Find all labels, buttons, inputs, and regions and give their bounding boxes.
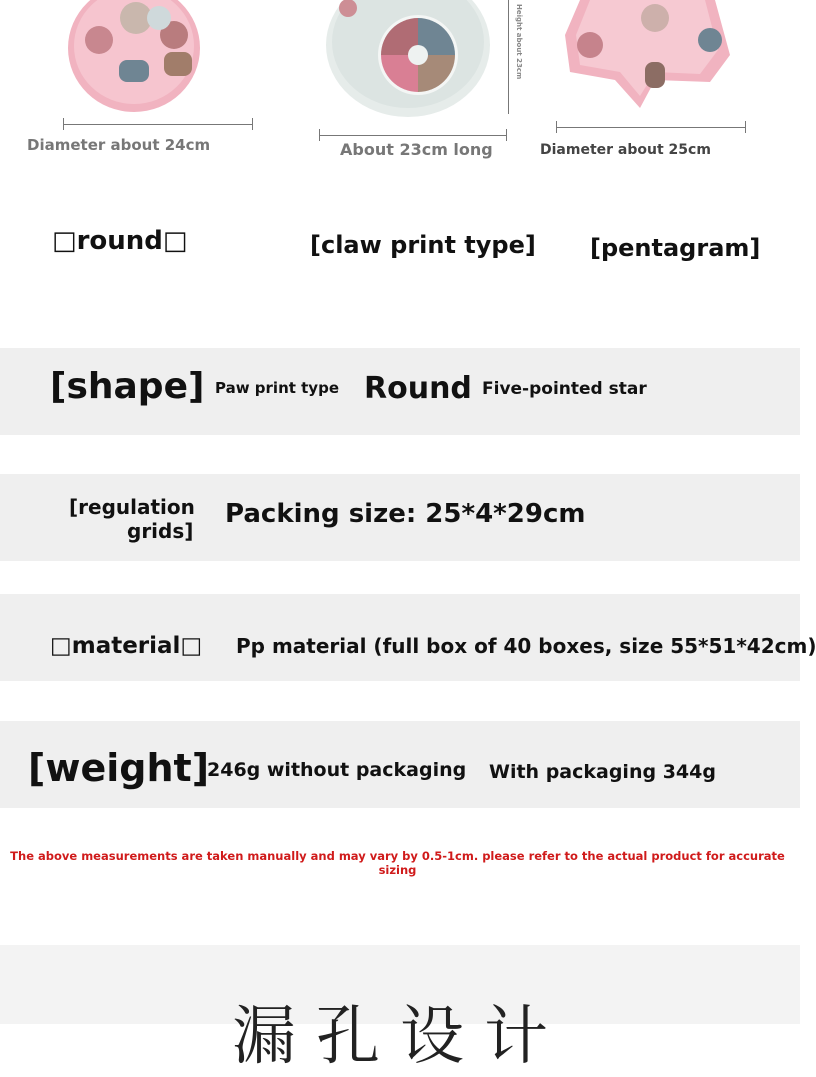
weight-without-value: 246g without packaging xyxy=(207,759,467,781)
shape-round-value: Round xyxy=(364,371,472,406)
material-label: □material□ xyxy=(50,633,203,659)
type-pentagram: [pentagram] xyxy=(590,234,761,262)
star-diameter-line xyxy=(556,127,746,128)
measurement-note: The above measurements are taken manually and may vary by 0.5-1cm. please refer to the actual product for accurate sizing xyxy=(10,849,785,877)
star-feeder-image xyxy=(560,0,735,112)
grids-value: Packing size: 25*4*29cm xyxy=(225,499,586,529)
bottom-section xyxy=(0,945,800,1074)
weight-label: [weight] xyxy=(28,746,210,790)
type-claw: [claw print type] xyxy=(310,231,536,259)
type-round: □round□ xyxy=(52,226,188,256)
claw-length-caption: About 23cm long xyxy=(340,140,493,159)
claw-height-caption: Height about 23cm xyxy=(515,4,523,80)
weight-with-value: With packaging 344g xyxy=(489,761,716,783)
shape-star-value: Five-pointed star xyxy=(482,379,647,399)
bottom-title: 漏孔设计 xyxy=(232,1000,568,1074)
round-diameter-caption: Diameter about 24cm xyxy=(27,136,211,154)
claw-feeder-image xyxy=(318,0,493,120)
material-value: Pp material (full box of 40 boxes, size 55*51*42cm) xyxy=(236,634,816,658)
star-diameter-caption: Diameter about 25cm xyxy=(540,142,711,158)
shape-paw-value: Paw print type xyxy=(215,379,339,397)
shape-label: [shape] xyxy=(50,366,205,407)
grids-label-line2: grids] xyxy=(127,519,194,543)
grids-label-line1: [regulation xyxy=(69,495,195,519)
claw-height-line xyxy=(508,0,509,114)
round-feeder-image xyxy=(64,0,204,115)
claw-length-line xyxy=(319,135,507,136)
round-diameter-line xyxy=(63,124,253,125)
